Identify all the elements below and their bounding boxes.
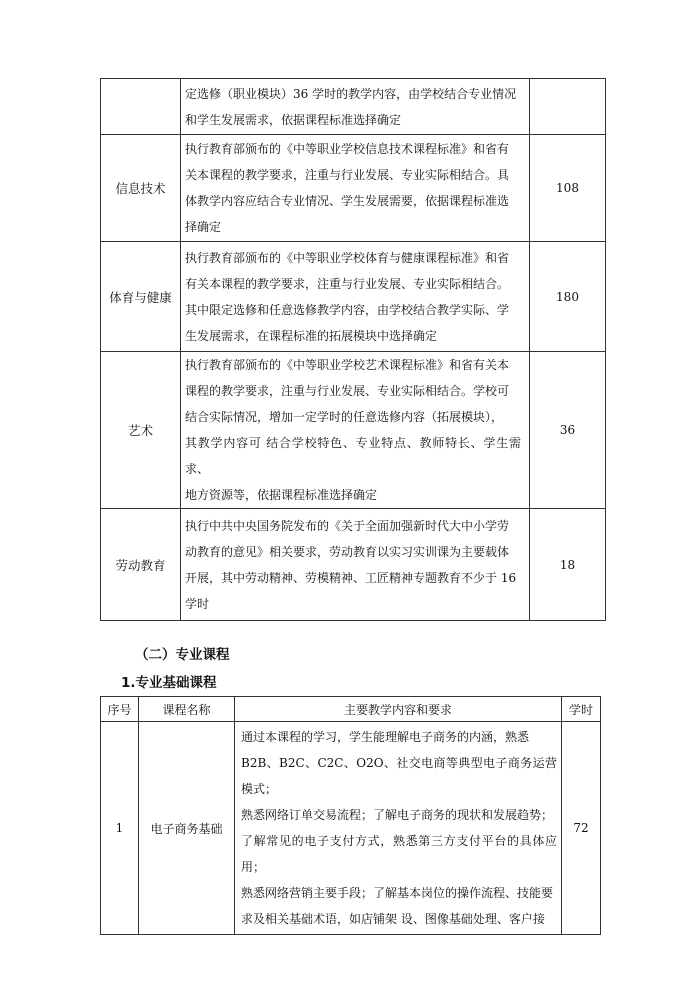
course-name-cell: 艺术	[101, 352, 181, 509]
content-line: 熟悉网络订单交易流程；了解电子商务的现状和发展趋势；	[241, 808, 554, 822]
row-number-cell: 1	[101, 722, 139, 935]
content-line: 执行教育部颁布的《中等职业学校信息技术课程标准》和省有	[185, 142, 510, 156]
header-course-name: 课程名称	[139, 697, 235, 722]
course-hours-cell: 72	[562, 722, 601, 935]
header-no: 序号	[101, 697, 139, 722]
content-line: 其中限定选修和任意选修教学内容，由学校结合教学实际、学	[185, 302, 510, 317]
course-content-cell	[181, 135, 530, 242]
content-line: 动教育的意见》相关要求，劳动教育以实习实训课为主要载体	[185, 544, 510, 559]
content-line: 执行教育部颁布的《中等职业学校体育与健康课程标准》和省	[185, 250, 510, 265]
content-line: 体教学内容应结合专业情况、学生发展需要，依据课程标准选	[185, 194, 510, 208]
header-hours: 学时	[562, 697, 601, 722]
course-name-cell: 体育与健康	[101, 242, 181, 352]
content-line: 执行中共中央国务院发布的《关于全面加强新时代大中小学劳	[185, 518, 510, 533]
header-content: 主要教学内容和要求	[235, 697, 562, 722]
content-line: 结合实际情况，增加一定学时的任意选修内容（拓展模块），	[185, 410, 504, 424]
table-row	[101, 135, 606, 242]
content-line: 生发展需求，在课程标准的拓展模块中选择确定	[185, 328, 438, 343]
section-title: （二）专业课程	[135, 647, 230, 663]
content-line: 熟悉网络营销主要手段；了解基本岗位的操作流程、技能要	[241, 886, 554, 900]
course-hours-cell: 18	[530, 509, 606, 621]
content-line: 学时	[185, 596, 210, 611]
course-content-cell	[181, 242, 530, 352]
content-line: 定选修（职业模块）36 学时的教学内容，由学校结合专业情况	[185, 86, 517, 101]
content-line: B2B、B2C、C2C、O2O、社交电商等典型电子商务运营模式；	[241, 756, 557, 796]
professional-foundation-courses-table	[100, 696, 601, 935]
course-name-cell	[101, 79, 181, 135]
course-hours-cell	[530, 79, 606, 135]
table-header-row	[101, 697, 601, 722]
course-content-cell	[181, 79, 530, 135]
content-line: 开展，其中劳动精神、劳模精神、工匠精神专题教育不少于 16	[185, 570, 517, 585]
course-name-cell: 信息技术	[101, 135, 181, 242]
content-line: 执行教育部颁布的《中等职业学校艺术课程标准》和省有关本	[185, 358, 510, 372]
course-hours-cell: 36	[530, 352, 606, 509]
subsection-title: 1.专业基础课程	[121, 675, 217, 691]
course-content-cell	[235, 722, 562, 935]
content-line: 有关本课程的教学要求，注重与行业发展、专业实际相结合。	[185, 276, 510, 291]
course-name-cell: 电子商务基础	[139, 722, 235, 935]
content-line: 地方资源等，依据课程标准选择确定	[185, 488, 378, 502]
table-row	[101, 509, 606, 621]
course-content-cell	[181, 509, 530, 621]
course-content-cell	[181, 352, 530, 509]
course-name-cell: 劳动教育	[101, 509, 181, 621]
content-line: 课程的教学要求，注重与行业发展、专业实际相结合。学校可	[185, 384, 510, 398]
content-line: 择确定	[185, 220, 222, 234]
content-line: 其教学内容可 结合学校特色、专业特点、教师特长、学生需求、	[185, 436, 521, 476]
table-row	[101, 352, 606, 509]
content-line: 关本课程的教学要求，注重与行业发展、专业实际相结合。具	[185, 168, 510, 182]
content-line: 和学生发展需求，依据课程标准选择确定	[185, 112, 402, 127]
content-line: 通过本课程的学习，学生能理解电子商务的内涵，熟悉	[241, 730, 530, 744]
table-row	[101, 79, 606, 135]
content-line: 求及相关基础术语，如店铺架 设、图像基础处理、客户接	[241, 912, 545, 926]
content-line: 了解常见的电子支付方式，熟悉第三方支付平台的具体应用；	[241, 834, 557, 874]
general-courses-table	[100, 78, 606, 621]
course-hours-cell: 180	[530, 242, 606, 352]
course-hours-cell: 108	[530, 135, 606, 242]
table-row	[101, 242, 606, 352]
table-row	[101, 722, 601, 935]
